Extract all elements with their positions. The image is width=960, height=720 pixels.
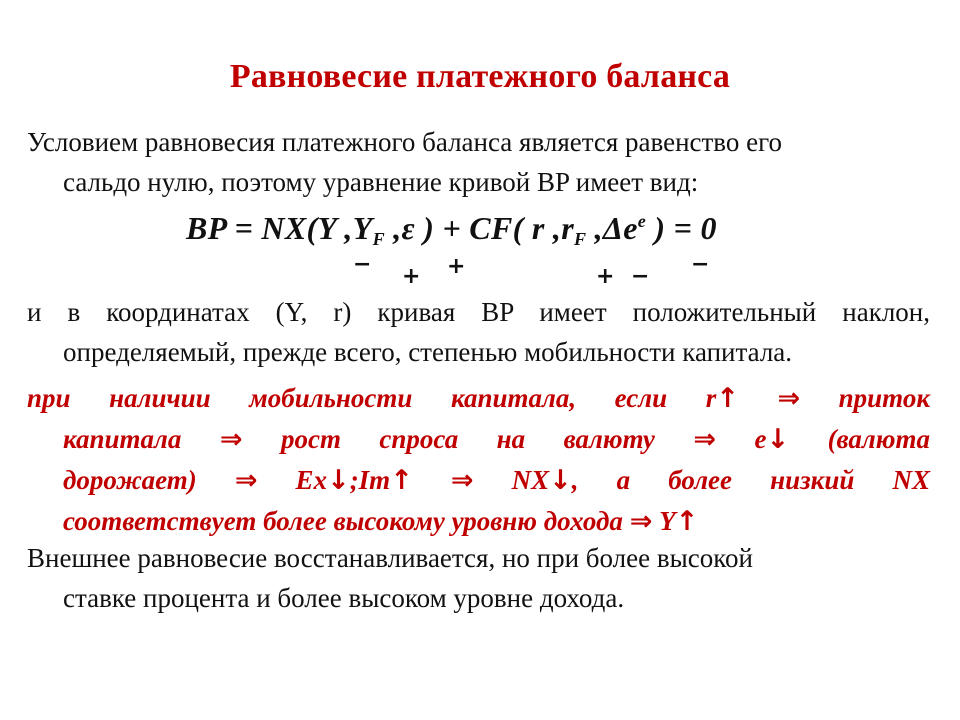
implies-icon: ⇒ (234, 465, 258, 496)
sign-minus: − (631, 264, 650, 289)
paragraph-line (28, 419, 930, 460)
formula-part: ) = 0 (646, 210, 717, 246)
paragraph-line: Условием равновесия платежного баланса является равенство его (27, 127, 782, 157)
paragraph-bp-slope (28, 292, 930, 372)
text-span: e (716, 424, 767, 454)
bp-equation (186, 210, 717, 250)
slide-title: Равновесие платежного баланса (229, 58, 731, 95)
text-span: приток (800, 383, 931, 413)
formula-subscript: F (573, 229, 587, 249)
text-span: (валюта (789, 424, 931, 454)
text-span: NX (473, 465, 550, 495)
paragraph-line (28, 460, 930, 501)
sign-plus: + (447, 254, 466, 279)
text-span: соответствует более высокому уровню дохода (63, 506, 630, 536)
formula-part: ,Y (336, 210, 373, 246)
text-span: Y (652, 506, 676, 536)
implies-icon: ⇒ (450, 465, 474, 496)
formula-subscript: F (372, 229, 385, 249)
paragraph-line (28, 501, 930, 542)
text-span: , а более низкий NX (571, 465, 931, 495)
formula-part: ,Δe (586, 210, 638, 246)
formula-signs (0, 254, 960, 288)
text-span: дорожает) (63, 465, 235, 495)
text-span: Ex (257, 465, 328, 495)
sign-minus: − (691, 252, 710, 277)
formula-part: ,r (544, 210, 574, 246)
implies-icon: ⇒ (219, 424, 243, 455)
sign-plus: + (402, 264, 421, 289)
paragraph-line: сальдо нулю, поэтому уравнение кривой BP имеет вид: (63, 167, 699, 197)
arrow-up-icon: ↑ (675, 506, 699, 537)
paragraph-line: определяемый, прежде всего, степенью мобильности капитала. (63, 337, 793, 367)
arrow-down-icon: ↓ (327, 465, 350, 496)
paragraph-line (28, 378, 930, 419)
text-span: рост спроса на валюту (242, 424, 694, 454)
paragraph-line: и в координатах (Y, r) кривая BP имеет положительный наклон, (27, 297, 930, 327)
sign-minus: − (353, 252, 372, 277)
arrow-down-icon: ↓ (549, 465, 572, 496)
implies-icon: ⇒ (777, 383, 801, 414)
formula-part: BP = NX( (186, 210, 318, 246)
formula-superscript: e (637, 211, 647, 231)
paragraph-line: Внешнее равновесие восстанавливается, но при более высокой (27, 543, 753, 573)
text-span: ;Im (349, 465, 391, 495)
paragraph-capital-mobility (28, 378, 930, 542)
implies-icon: ⇒ (693, 424, 716, 455)
arrow-up-icon: ↑ (390, 465, 413, 496)
paragraph-line: ставке процента и более высоком уровне дохода. (63, 583, 625, 613)
formula-part: r (523, 210, 545, 246)
arrow-up-icon: ↑ (716, 383, 739, 414)
formula-part: Y (317, 210, 337, 246)
arrow-down-icon: ↓ (766, 424, 790, 455)
formula-part: ,ε (384, 210, 415, 246)
formula-part: ) + CF( (414, 210, 524, 246)
paragraph-external-equilibrium (28, 538, 930, 618)
text-span: капитала (63, 424, 220, 454)
sign-plus: + (596, 264, 615, 289)
paragraph-bp-condition (28, 122, 930, 202)
text-span: при наличии мобильности капитала, если r (27, 383, 717, 413)
implies-icon: ⇒ (629, 506, 653, 537)
